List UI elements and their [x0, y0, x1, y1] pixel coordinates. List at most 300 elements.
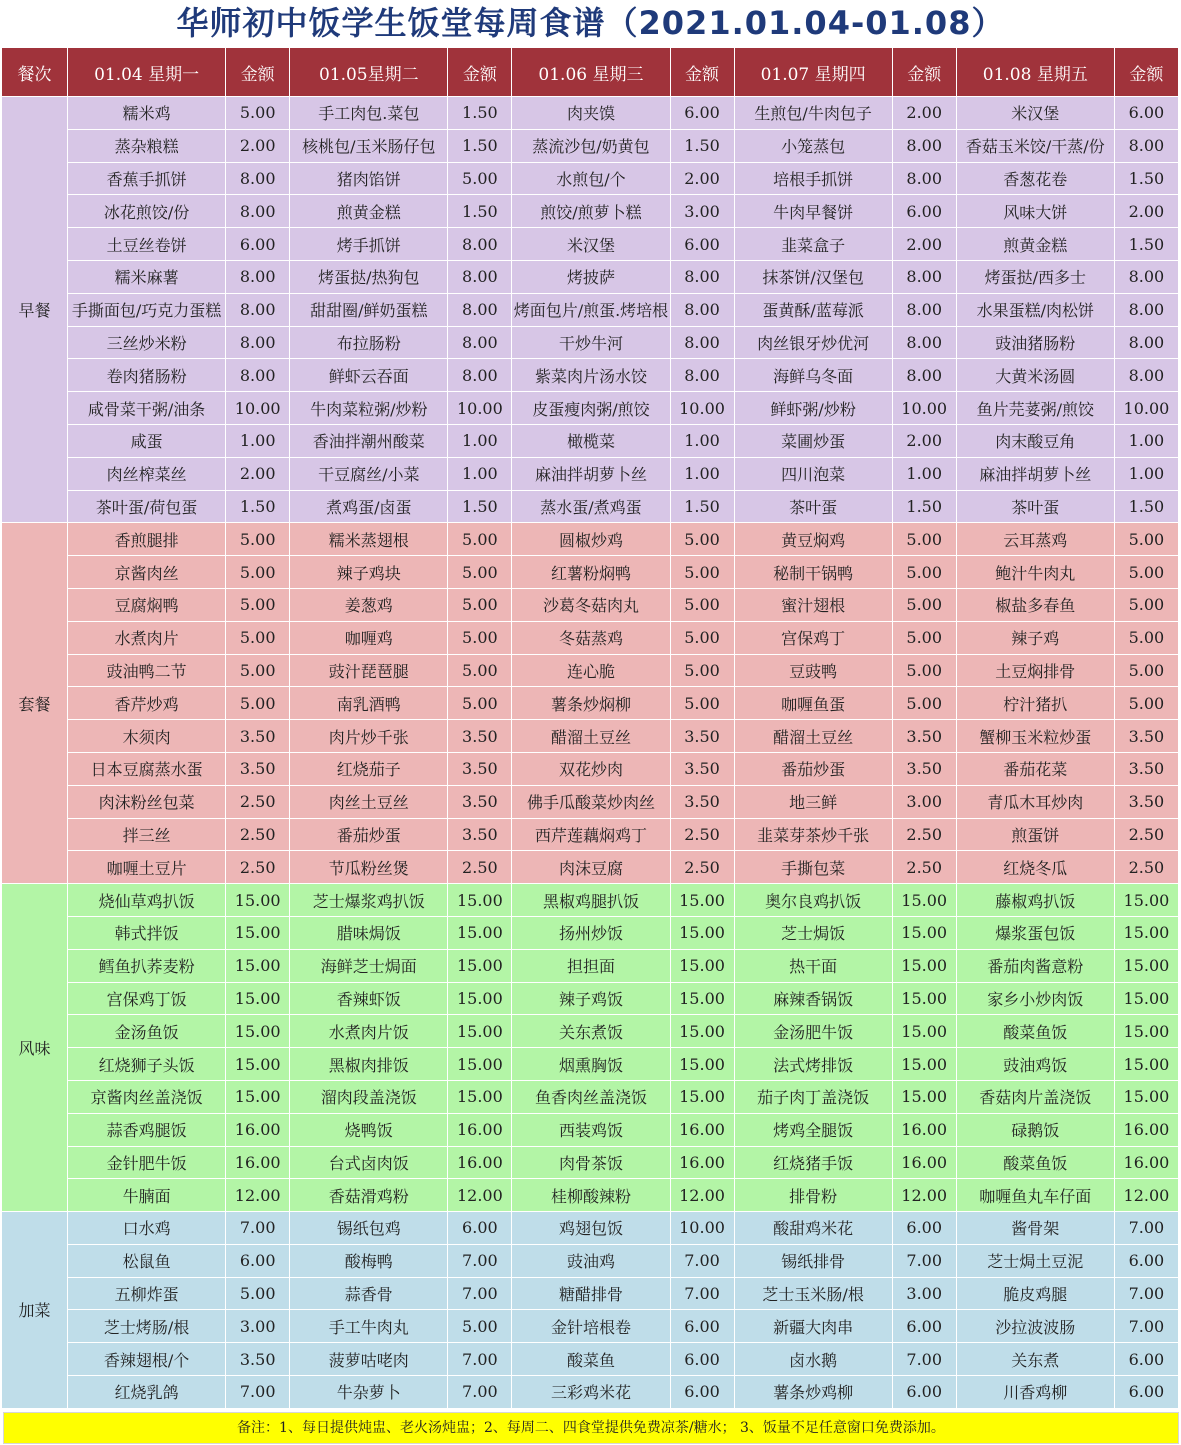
dish-cell: 新疆大肉串 — [734, 1310, 892, 1343]
menu-row — [2, 982, 1179, 1015]
price-cell: 3.50 — [226, 720, 290, 753]
price-cell: 16.00 — [448, 1146, 512, 1179]
dish-cell: 皮蛋瘦肉粥/煎饺 — [512, 392, 670, 425]
price-cell: 2.50 — [892, 818, 956, 851]
dish-cell: 木须肉 — [68, 720, 226, 753]
menu-row — [2, 1310, 1179, 1343]
dish-cell: 薯条炒鸡柳 — [734, 1376, 892, 1409]
price-cell: 5.00 — [448, 556, 512, 589]
header-day-wed: 01.06 星期三 — [512, 48, 670, 97]
dish-cell: 扬州炒饭 — [512, 916, 670, 949]
dish-cell: 茶叶蛋 — [734, 490, 892, 523]
price-cell: 6.00 — [448, 1212, 512, 1245]
price-cell: 5.00 — [448, 523, 512, 556]
dish-cell: 红烧乳鸽 — [68, 1376, 226, 1409]
price-cell: 5.00 — [892, 556, 956, 589]
dish-cell: 佛手瓜酸菜炒肉丝 — [512, 785, 670, 818]
dish-cell: 豉汁琵琶腿 — [290, 654, 448, 687]
price-cell: 12.00 — [448, 1179, 512, 1212]
price-cell: 1.00 — [670, 424, 734, 457]
dish-cell: 冰花煎饺/份 — [68, 195, 226, 228]
dish-cell: 烤蛋挞/热狗包 — [290, 260, 448, 293]
dish-cell: 肉沫豆腐 — [512, 851, 670, 884]
price-cell: 3.50 — [448, 720, 512, 753]
menu-row — [2, 228, 1179, 261]
price-cell: 6.00 — [1114, 1343, 1178, 1376]
dish-cell: 秘制干锅鸭 — [734, 556, 892, 589]
dish-cell: 香油拌潮州酸菜 — [290, 424, 448, 457]
header-meal: 餐次 — [2, 48, 68, 97]
menu-row — [2, 424, 1179, 457]
price-cell: 15.00 — [448, 1080, 512, 1113]
dish-cell: 肉夹馍 — [512, 97, 670, 130]
price-cell: 7.00 — [226, 1212, 290, 1245]
price-cell: 16.00 — [892, 1146, 956, 1179]
price-cell: 2.50 — [892, 851, 956, 884]
dish-cell: 蜜汁翅根 — [734, 588, 892, 621]
price-cell: 2.00 — [1114, 195, 1178, 228]
price-cell: 1.00 — [226, 424, 290, 457]
dish-cell: 关东煮 — [956, 1343, 1114, 1376]
dish-cell: 担担面 — [512, 949, 670, 982]
menu-row — [2, 326, 1179, 359]
price-cell: 12.00 — [226, 1179, 290, 1212]
price-cell: 6.00 — [670, 1310, 734, 1343]
dish-cell: 沙葛冬菇肉丸 — [512, 588, 670, 621]
menu-row — [2, 785, 1179, 818]
dish-cell: 香煎腿排 — [68, 523, 226, 556]
dish-cell: 肉丝榨菜丝 — [68, 457, 226, 490]
dish-cell: 风味大饼 — [956, 195, 1114, 228]
price-cell: 3.50 — [670, 752, 734, 785]
price-cell: 10.00 — [1114, 392, 1178, 425]
dish-cell: 糯米鸡 — [68, 97, 226, 130]
dish-cell: 锡纸包鸡 — [290, 1212, 448, 1245]
price-cell: 2.50 — [1114, 851, 1178, 884]
price-cell: 15.00 — [892, 884, 956, 917]
price-cell: 8.00 — [670, 260, 734, 293]
dish-cell: 肉丝银牙炒优河 — [734, 326, 892, 359]
price-cell: 1.50 — [448, 129, 512, 162]
header-day-thu: 01.07 星期四 — [734, 48, 892, 97]
dish-cell: 手工肉包.菜包 — [290, 97, 448, 130]
price-cell: 16.00 — [1114, 1113, 1178, 1146]
price-cell: 8.00 — [670, 293, 734, 326]
price-cell: 6.00 — [892, 1376, 956, 1409]
price-cell: 15.00 — [892, 1048, 956, 1081]
dish-cell: 辣子鸡 — [956, 621, 1114, 654]
meal-label-breakfast: 早餐 — [2, 97, 68, 523]
price-cell: 5.00 — [448, 687, 512, 720]
menu-row — [2, 392, 1179, 425]
dish-cell: 麻油拌胡萝卜丝 — [956, 457, 1114, 490]
meal-label-flavor: 风味 — [2, 884, 68, 1212]
dish-cell: 韭菜盒子 — [734, 228, 892, 261]
price-cell: 16.00 — [670, 1113, 734, 1146]
menu-row — [2, 1244, 1179, 1277]
price-cell: 8.00 — [448, 260, 512, 293]
dish-cell: 番茄花菜 — [956, 752, 1114, 785]
dish-cell: 酸菜鱼饭 — [956, 1015, 1114, 1048]
price-cell: 2.50 — [226, 818, 290, 851]
price-cell: 3.00 — [670, 195, 734, 228]
dish-cell: 手撕面包/巧克力蛋糕 — [68, 293, 226, 326]
price-cell: 7.00 — [1114, 1277, 1178, 1310]
price-cell: 2.00 — [226, 129, 290, 162]
price-cell: 5.00 — [1114, 621, 1178, 654]
price-cell: 6.00 — [892, 1310, 956, 1343]
price-cell: 8.00 — [226, 162, 290, 195]
menu-row — [2, 97, 1179, 130]
price-cell: 5.00 — [1114, 556, 1178, 589]
dish-cell: 辣子鸡饭 — [512, 982, 670, 1015]
price-cell: 5.00 — [448, 588, 512, 621]
dish-cell: 韭菜芽茶炒千张 — [734, 818, 892, 851]
menu-row — [2, 457, 1179, 490]
price-cell: 15.00 — [670, 1080, 734, 1113]
price-cell: 3.50 — [448, 818, 512, 851]
price-cell: 2.00 — [226, 457, 290, 490]
dish-cell: 姜葱鸡 — [290, 588, 448, 621]
dish-cell: 鸡翅包饭 — [512, 1212, 670, 1245]
price-cell: 15.00 — [226, 884, 290, 917]
price-cell: 1.50 — [448, 490, 512, 523]
dish-cell: 红烧冬瓜 — [956, 851, 1114, 884]
price-cell: 1.00 — [448, 457, 512, 490]
price-cell: 7.00 — [448, 1244, 512, 1277]
menu-row — [2, 687, 1179, 720]
price-cell: 8.00 — [670, 326, 734, 359]
dish-cell: 烤手抓饼 — [290, 228, 448, 261]
dish-cell: 节瓜粉丝煲 — [290, 851, 448, 884]
dish-cell: 云耳蒸鸡 — [956, 523, 1114, 556]
menu-row — [2, 949, 1179, 982]
dish-cell: 锡纸排骨 — [734, 1244, 892, 1277]
price-cell: 1.50 — [226, 490, 290, 523]
dish-cell: 三彩鸡米花 — [512, 1376, 670, 1409]
price-cell: 1.50 — [448, 195, 512, 228]
price-cell: 15.00 — [226, 1015, 290, 1048]
price-cell: 15.00 — [448, 884, 512, 917]
price-cell: 8.00 — [226, 293, 290, 326]
price-cell: 5.00 — [226, 523, 290, 556]
price-cell: 7.00 — [448, 1376, 512, 1409]
price-cell: 3.50 — [892, 720, 956, 753]
dish-cell: 桂柳酸辣粉 — [512, 1179, 670, 1212]
dish-cell: 猪肉馅饼 — [290, 162, 448, 195]
dish-cell: 水果蛋糕/肉松饼 — [956, 293, 1114, 326]
price-cell: 16.00 — [226, 1146, 290, 1179]
price-cell: 8.00 — [892, 293, 956, 326]
dish-cell: 烧鸭饭 — [290, 1113, 448, 1146]
dish-cell: 青瓜木耳炒肉 — [956, 785, 1114, 818]
dish-cell: 拌三丝 — [68, 818, 226, 851]
menu-row — [2, 588, 1179, 621]
price-cell: 5.00 — [670, 654, 734, 687]
dish-cell: 鱼片芫荽粥/煎饺 — [956, 392, 1114, 425]
dish-cell: 韩式拌饭 — [68, 916, 226, 949]
price-cell: 15.00 — [892, 1015, 956, 1048]
price-cell: 5.00 — [670, 621, 734, 654]
price-cell: 15.00 — [670, 982, 734, 1015]
price-cell: 6.00 — [670, 1343, 734, 1376]
price-cell: 2.50 — [448, 851, 512, 884]
price-cell: 5.00 — [448, 621, 512, 654]
dish-cell: 五柳炸蛋 — [68, 1277, 226, 1310]
dish-cell: 椒盐多春鱼 — [956, 588, 1114, 621]
price-cell: 8.00 — [226, 359, 290, 392]
dish-cell: 茄子肉丁盖浇饭 — [734, 1080, 892, 1113]
dish-cell: 鳕鱼扒荞麦粉 — [68, 949, 226, 982]
dish-cell: 芝士焗土豆泥 — [956, 1244, 1114, 1277]
header-day-mon: 01.04 星期一 — [68, 48, 226, 97]
dish-cell: 豉油鸡 — [512, 1244, 670, 1277]
price-cell: 3.50 — [1114, 720, 1178, 753]
price-cell: 2.00 — [670, 162, 734, 195]
menu-table — [1, 47, 1179, 1409]
dish-cell: 腊味焗饭 — [290, 916, 448, 949]
price-cell: 12.00 — [1114, 1179, 1178, 1212]
price-cell: 10.00 — [448, 392, 512, 425]
dish-cell: 南乳酒鸭 — [290, 687, 448, 720]
price-cell: 15.00 — [1114, 1080, 1178, 1113]
price-cell: 7.00 — [892, 1244, 956, 1277]
dish-cell: 三丝炒米粉 — [68, 326, 226, 359]
dish-cell: 香芹炒鸡 — [68, 687, 226, 720]
price-cell: 2.50 — [226, 851, 290, 884]
dish-cell: 煎黄金糕 — [290, 195, 448, 228]
dish-cell: 煎黄金糕 — [956, 228, 1114, 261]
dish-cell: 酸菜鱼 — [512, 1343, 670, 1376]
price-cell: 5.00 — [892, 687, 956, 720]
price-cell: 5.00 — [226, 556, 290, 589]
dish-cell: 蟹柳玉米粒炒蛋 — [956, 720, 1114, 753]
price-cell: 15.00 — [226, 1080, 290, 1113]
dish-cell: 干豆腐丝/小菜 — [290, 457, 448, 490]
price-cell: 8.00 — [670, 359, 734, 392]
menu-row — [2, 1343, 1179, 1376]
dish-cell: 肉丝土豆丝 — [290, 785, 448, 818]
dish-cell: 西装鸡饭 — [512, 1113, 670, 1146]
price-cell: 6.00 — [1114, 1376, 1178, 1409]
dish-cell: 咸骨菜干粥/油条 — [68, 392, 226, 425]
price-cell: 5.00 — [226, 687, 290, 720]
price-cell: 5.00 — [670, 687, 734, 720]
price-cell: 15.00 — [226, 916, 290, 949]
dish-cell: 卷肉猪肠粉 — [68, 359, 226, 392]
dish-cell: 米汉堡 — [512, 228, 670, 261]
price-cell: 15.00 — [892, 982, 956, 1015]
price-cell: 6.00 — [892, 195, 956, 228]
dish-cell: 糖醋排骨 — [512, 1277, 670, 1310]
price-cell: 15.00 — [670, 884, 734, 917]
price-cell: 15.00 — [1114, 916, 1178, 949]
dish-cell: 干炒牛河 — [512, 326, 670, 359]
price-cell: 5.00 — [892, 523, 956, 556]
dish-cell: 糯米蒸翅根 — [290, 523, 448, 556]
price-cell: 1.50 — [1114, 228, 1178, 261]
dish-cell: 番茄肉酱意粉 — [956, 949, 1114, 982]
dish-cell: 四川泡菜 — [734, 457, 892, 490]
price-cell: 15.00 — [1114, 884, 1178, 917]
price-cell: 16.00 — [448, 1113, 512, 1146]
price-cell: 7.00 — [1114, 1310, 1178, 1343]
dish-cell: 金汤肥牛饭 — [734, 1015, 892, 1048]
price-cell: 16.00 — [892, 1113, 956, 1146]
dish-cell: 酸菜鱼饭 — [956, 1146, 1114, 1179]
dish-cell: 红烧茄子 — [290, 752, 448, 785]
price-cell: 3.50 — [892, 752, 956, 785]
dish-cell: 脆皮鸡腿 — [956, 1277, 1114, 1310]
price-cell: 8.00 — [448, 326, 512, 359]
price-cell: 6.00 — [1114, 97, 1178, 130]
dish-cell: 烤面包片/煎蛋.烤培根 — [512, 293, 670, 326]
dish-cell: 蒜香骨 — [290, 1277, 448, 1310]
dish-cell: 肉片炒千张 — [290, 720, 448, 753]
header-price: 金额 — [448, 48, 512, 97]
dish-cell: 海鲜芝士焗面 — [290, 949, 448, 982]
price-cell: 8.00 — [1114, 129, 1178, 162]
dish-cell: 豆腐焖鸭 — [68, 588, 226, 621]
price-cell: 1.00 — [448, 424, 512, 457]
price-cell: 5.00 — [226, 1277, 290, 1310]
price-cell: 7.00 — [1114, 1212, 1178, 1245]
dish-cell: 宫保鸡丁 — [734, 621, 892, 654]
dish-cell: 金汤鱼饭 — [68, 1015, 226, 1048]
dish-cell: 咸蛋 — [68, 424, 226, 457]
dish-cell: 藤椒鸡扒饭 — [956, 884, 1114, 917]
price-cell: 2.50 — [1114, 818, 1178, 851]
price-cell: 2.50 — [670, 851, 734, 884]
dish-cell: 布拉肠粉 — [290, 326, 448, 359]
menu-row — [2, 1080, 1179, 1113]
dish-cell: 咖喱鱼蛋 — [734, 687, 892, 720]
price-cell: 8.00 — [892, 129, 956, 162]
dish-cell: 煎蛋饼 — [956, 818, 1114, 851]
price-cell: 15.00 — [670, 916, 734, 949]
price-cell: 5.00 — [448, 162, 512, 195]
dish-cell: 醋溜土豆丝 — [734, 720, 892, 753]
dish-cell: 醋溜土豆丝 — [512, 720, 670, 753]
dish-cell: 京酱肉丝 — [68, 556, 226, 589]
dish-cell: 牛肉菜粒粥/炒粉 — [290, 392, 448, 425]
dish-cell: 豆豉鸭 — [734, 654, 892, 687]
price-cell: 5.00 — [670, 588, 734, 621]
dish-cell: 卤水鹅 — [734, 1343, 892, 1376]
dish-cell: 小笼蒸包 — [734, 129, 892, 162]
price-cell: 7.00 — [670, 1277, 734, 1310]
dish-cell: 牛肉早餐饼 — [734, 195, 892, 228]
dish-cell: 奥尔良鸡扒饭 — [734, 884, 892, 917]
footer-note: 备注：1、每日提供炖盅、老火汤炖盅；2、每周二、四食堂提供免费凉茶/糖水； 3、饭量不足任意窗口免费添加。 — [3, 1412, 1179, 1444]
price-cell: 2.00 — [892, 228, 956, 261]
dish-cell: 酸梅鸭 — [290, 1244, 448, 1277]
price-cell: 6.00 — [670, 1376, 734, 1409]
dish-cell: 海鲜乌冬面 — [734, 359, 892, 392]
price-cell: 15.00 — [448, 1015, 512, 1048]
price-cell: 6.00 — [670, 97, 734, 130]
price-cell: 15.00 — [1114, 1048, 1178, 1081]
dish-cell: 鲍汁牛肉丸 — [956, 556, 1114, 589]
dish-cell: 地三鲜 — [734, 785, 892, 818]
dish-cell: 红烧猪手饭 — [734, 1146, 892, 1179]
dish-cell: 菠萝咕咾肉 — [290, 1343, 448, 1376]
dish-cell: 芝士焗饭 — [734, 916, 892, 949]
dish-cell: 茶叶蛋/荷包蛋 — [68, 490, 226, 523]
dish-cell: 热干面 — [734, 949, 892, 982]
price-cell: 6.00 — [226, 228, 290, 261]
price-cell: 5.00 — [892, 588, 956, 621]
price-cell: 8.00 — [448, 228, 512, 261]
price-cell: 5.00 — [226, 588, 290, 621]
dish-cell: 黑椒肉排饭 — [290, 1048, 448, 1081]
price-cell: 8.00 — [226, 260, 290, 293]
price-cell: 6.00 — [670, 228, 734, 261]
dish-cell: 香菇肉片盖浇饭 — [956, 1080, 1114, 1113]
dish-cell: 柠汁猪扒 — [956, 687, 1114, 720]
price-cell: 5.00 — [226, 621, 290, 654]
price-cell: 15.00 — [448, 982, 512, 1015]
menu-row — [2, 916, 1179, 949]
price-cell: 1.00 — [670, 457, 734, 490]
price-cell: 2.50 — [226, 785, 290, 818]
price-cell: 1.00 — [1114, 457, 1178, 490]
menu-row — [2, 1015, 1179, 1048]
dish-cell: 芝士烤肠/根 — [68, 1310, 226, 1343]
dish-cell: 牛腩面 — [68, 1179, 226, 1212]
dish-cell: 培根手抓饼 — [734, 162, 892, 195]
dish-cell: 肉末酸豆角 — [956, 424, 1114, 457]
dish-cell: 土豆焖排骨 — [956, 654, 1114, 687]
dish-cell: 橄榄菜 — [512, 424, 670, 457]
dish-cell: 豉油鸭二节 — [68, 654, 226, 687]
price-cell: 15.00 — [892, 1080, 956, 1113]
dish-cell: 水煎包/个 — [512, 162, 670, 195]
dish-cell: 辣子鸡块 — [290, 556, 448, 589]
dish-cell: 宫保鸡丁饭 — [68, 982, 226, 1015]
price-cell: 5.00 — [448, 654, 512, 687]
dish-cell: 双花炒肉 — [512, 752, 670, 785]
dish-cell: 甜甜圈/鲜奶蛋糕 — [290, 293, 448, 326]
price-cell: 15.00 — [1114, 1015, 1178, 1048]
price-cell: 15.00 — [448, 949, 512, 982]
menu-row — [2, 1048, 1179, 1081]
dish-cell: 排骨粉 — [734, 1179, 892, 1212]
dish-cell: 溜肉段盖浇饭 — [290, 1080, 448, 1113]
price-cell: 12.00 — [670, 1179, 734, 1212]
price-cell: 3.50 — [448, 785, 512, 818]
price-cell: 1.50 — [448, 97, 512, 130]
price-cell: 8.00 — [1114, 260, 1178, 293]
dish-cell: 豉油猪肠粉 — [956, 326, 1114, 359]
price-cell: 16.00 — [670, 1146, 734, 1179]
price-cell: 15.00 — [448, 916, 512, 949]
dish-cell: 土豆丝卷饼 — [68, 228, 226, 261]
dish-cell: 芝士玉米肠/根 — [734, 1277, 892, 1310]
menu-row — [2, 293, 1179, 326]
price-cell: 3.50 — [1114, 785, 1178, 818]
menu-row — [2, 1376, 1179, 1409]
price-cell: 3.50 — [226, 752, 290, 785]
price-cell: 5.00 — [892, 654, 956, 687]
menu-row — [2, 162, 1179, 195]
menu-body — [2, 97, 1179, 1409]
dish-cell: 咖喱土豆片 — [68, 851, 226, 884]
dish-cell: 沙拉波波肠 — [956, 1310, 1114, 1343]
price-cell: 3.00 — [892, 1277, 956, 1310]
dish-cell: 蒸流沙包/奶黄包 — [512, 129, 670, 162]
price-cell: 1.50 — [1114, 490, 1178, 523]
